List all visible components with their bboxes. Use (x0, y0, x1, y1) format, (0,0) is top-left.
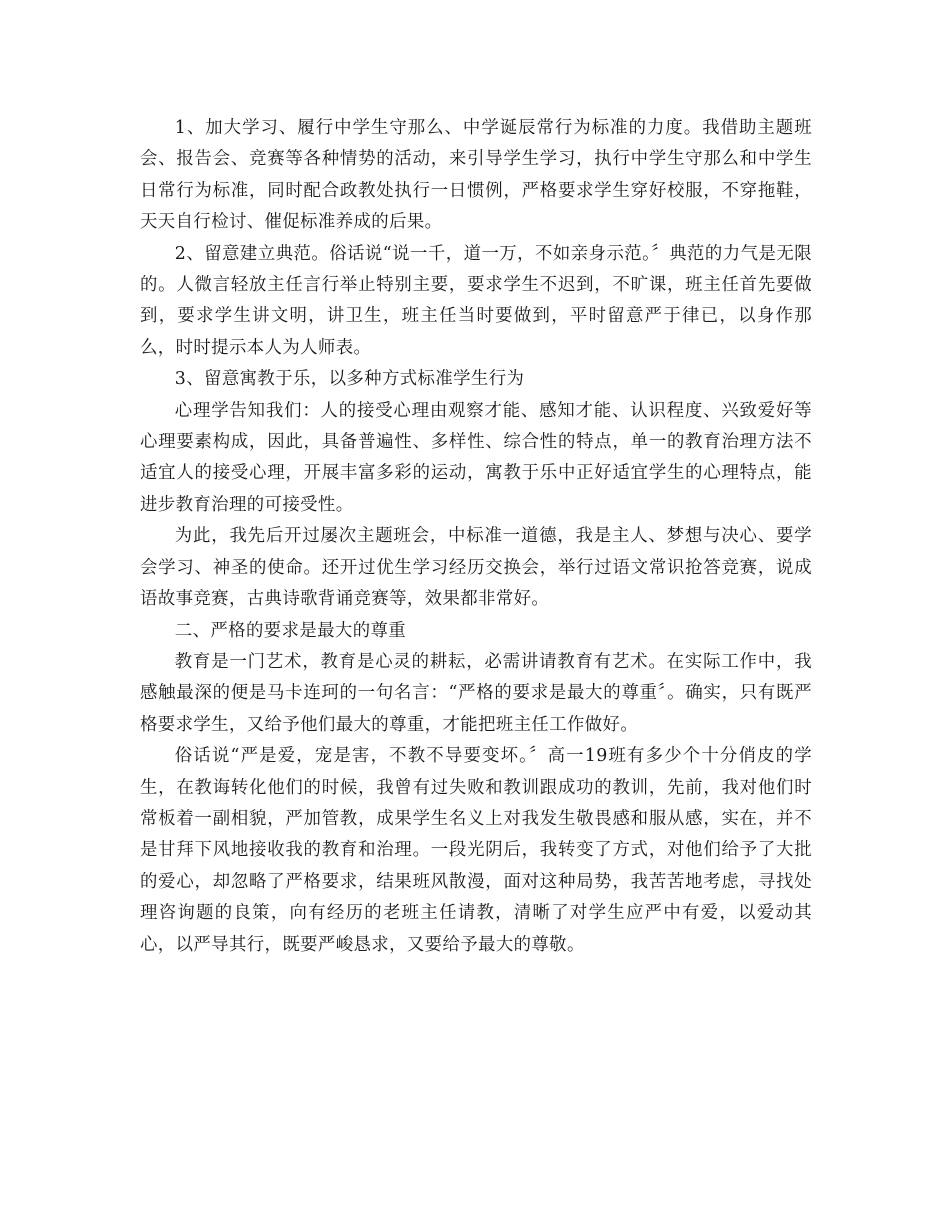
paragraph-7: 教育是一门艺术，教育是心灵的耕耘，必需讲请教育有艺术。在实际工作中，我感触最深的便是马卡连珂的一句名言：“严格的要求是最大的尊重〞。确实，只有既严格要求学生，又给予他们最大的尊重，才能把班主任工作做好。 (140, 651, 812, 735)
paragraph-1: 1、加大学习、履行中学生守那么、中学诞辰常行为标准的力度。我借助主题班会、报告会、竞赛等各种情势的活动，来引导学生学习，执行中学生守那么和中学生日常行为标准，同时配合政教处执行一日惯例，严格要求学生穿好校服，不穿拖鞋，天天自行检讨、催促标准养成的后果。 (140, 118, 812, 233)
paragraph-2: 2、留意建立典范。俗话说“说一千，道一万，不如亲身示范。〞典范的力气是无限的。人微言轻放主任言行举止特别主要，要求学生不迟到，不旷课，班主任首先要做到，要求学生讲文明，讲卫生，班主任当时要做到，平时留意严于律已，以身作那么，时时提示本人为人师表。 (140, 243, 812, 358)
section-heading-2: 二、严格的要求是最大的尊重 (174, 620, 407, 641)
document-body (140, 113, 812, 961)
paragraph-5: 为此，我先后开过屡次主题班会，中标准一道德，我是主人、梦想与决心、要学会学习、神圣的使命。还开过优生学习经历交换会，举行过语文常识抢答竞赛，说成语故事竞赛，古典诗歌背诵竞赛等，效果都非常好。 (140, 526, 812, 610)
paragraph-4: 心理学告知我们：人的接受心理由观察才能、感知才能、认识程度、兴致爱好等心理要素构成，因此，具备普遍性、多样性、综合性的特点，单一的教育治理方法不适宜人的接受心理，开展丰富多彩的运动，寓教于乐中正好适宜学生的心理特点，能进步教育治理的可接受性。 (140, 400, 812, 515)
paragraph-8: 俗话说“严是爱，宠是害，不教不导要变坏。〞高一19班有多少个十分俏皮的学生，在教诲转化他们的时候，我曾有过失败和教训跟成功的教训，先前，我对他们时常板着一副相貌，严加管教，成果学生名义上对我发生敬畏感和服从感，实在，并不是甘拜下风地接收我的教育和治理。一段光阴后，我转变了方式，对他们给予了大批的爱心，却忽略了严格要求，结果班风散漫，面对这种局势，我苦苦地考虑，寻找处理咨询题的良策，向有经历的老班主任请教，清晰了对学生应严中有爱，以爱动其心，以严导其行，既要严峻恳求，又要给予最大的尊敬。 (140, 746, 812, 955)
paragraph-3-heading: 3、留意寓教于乐，以多种方式标准学生行为 (174, 369, 525, 390)
